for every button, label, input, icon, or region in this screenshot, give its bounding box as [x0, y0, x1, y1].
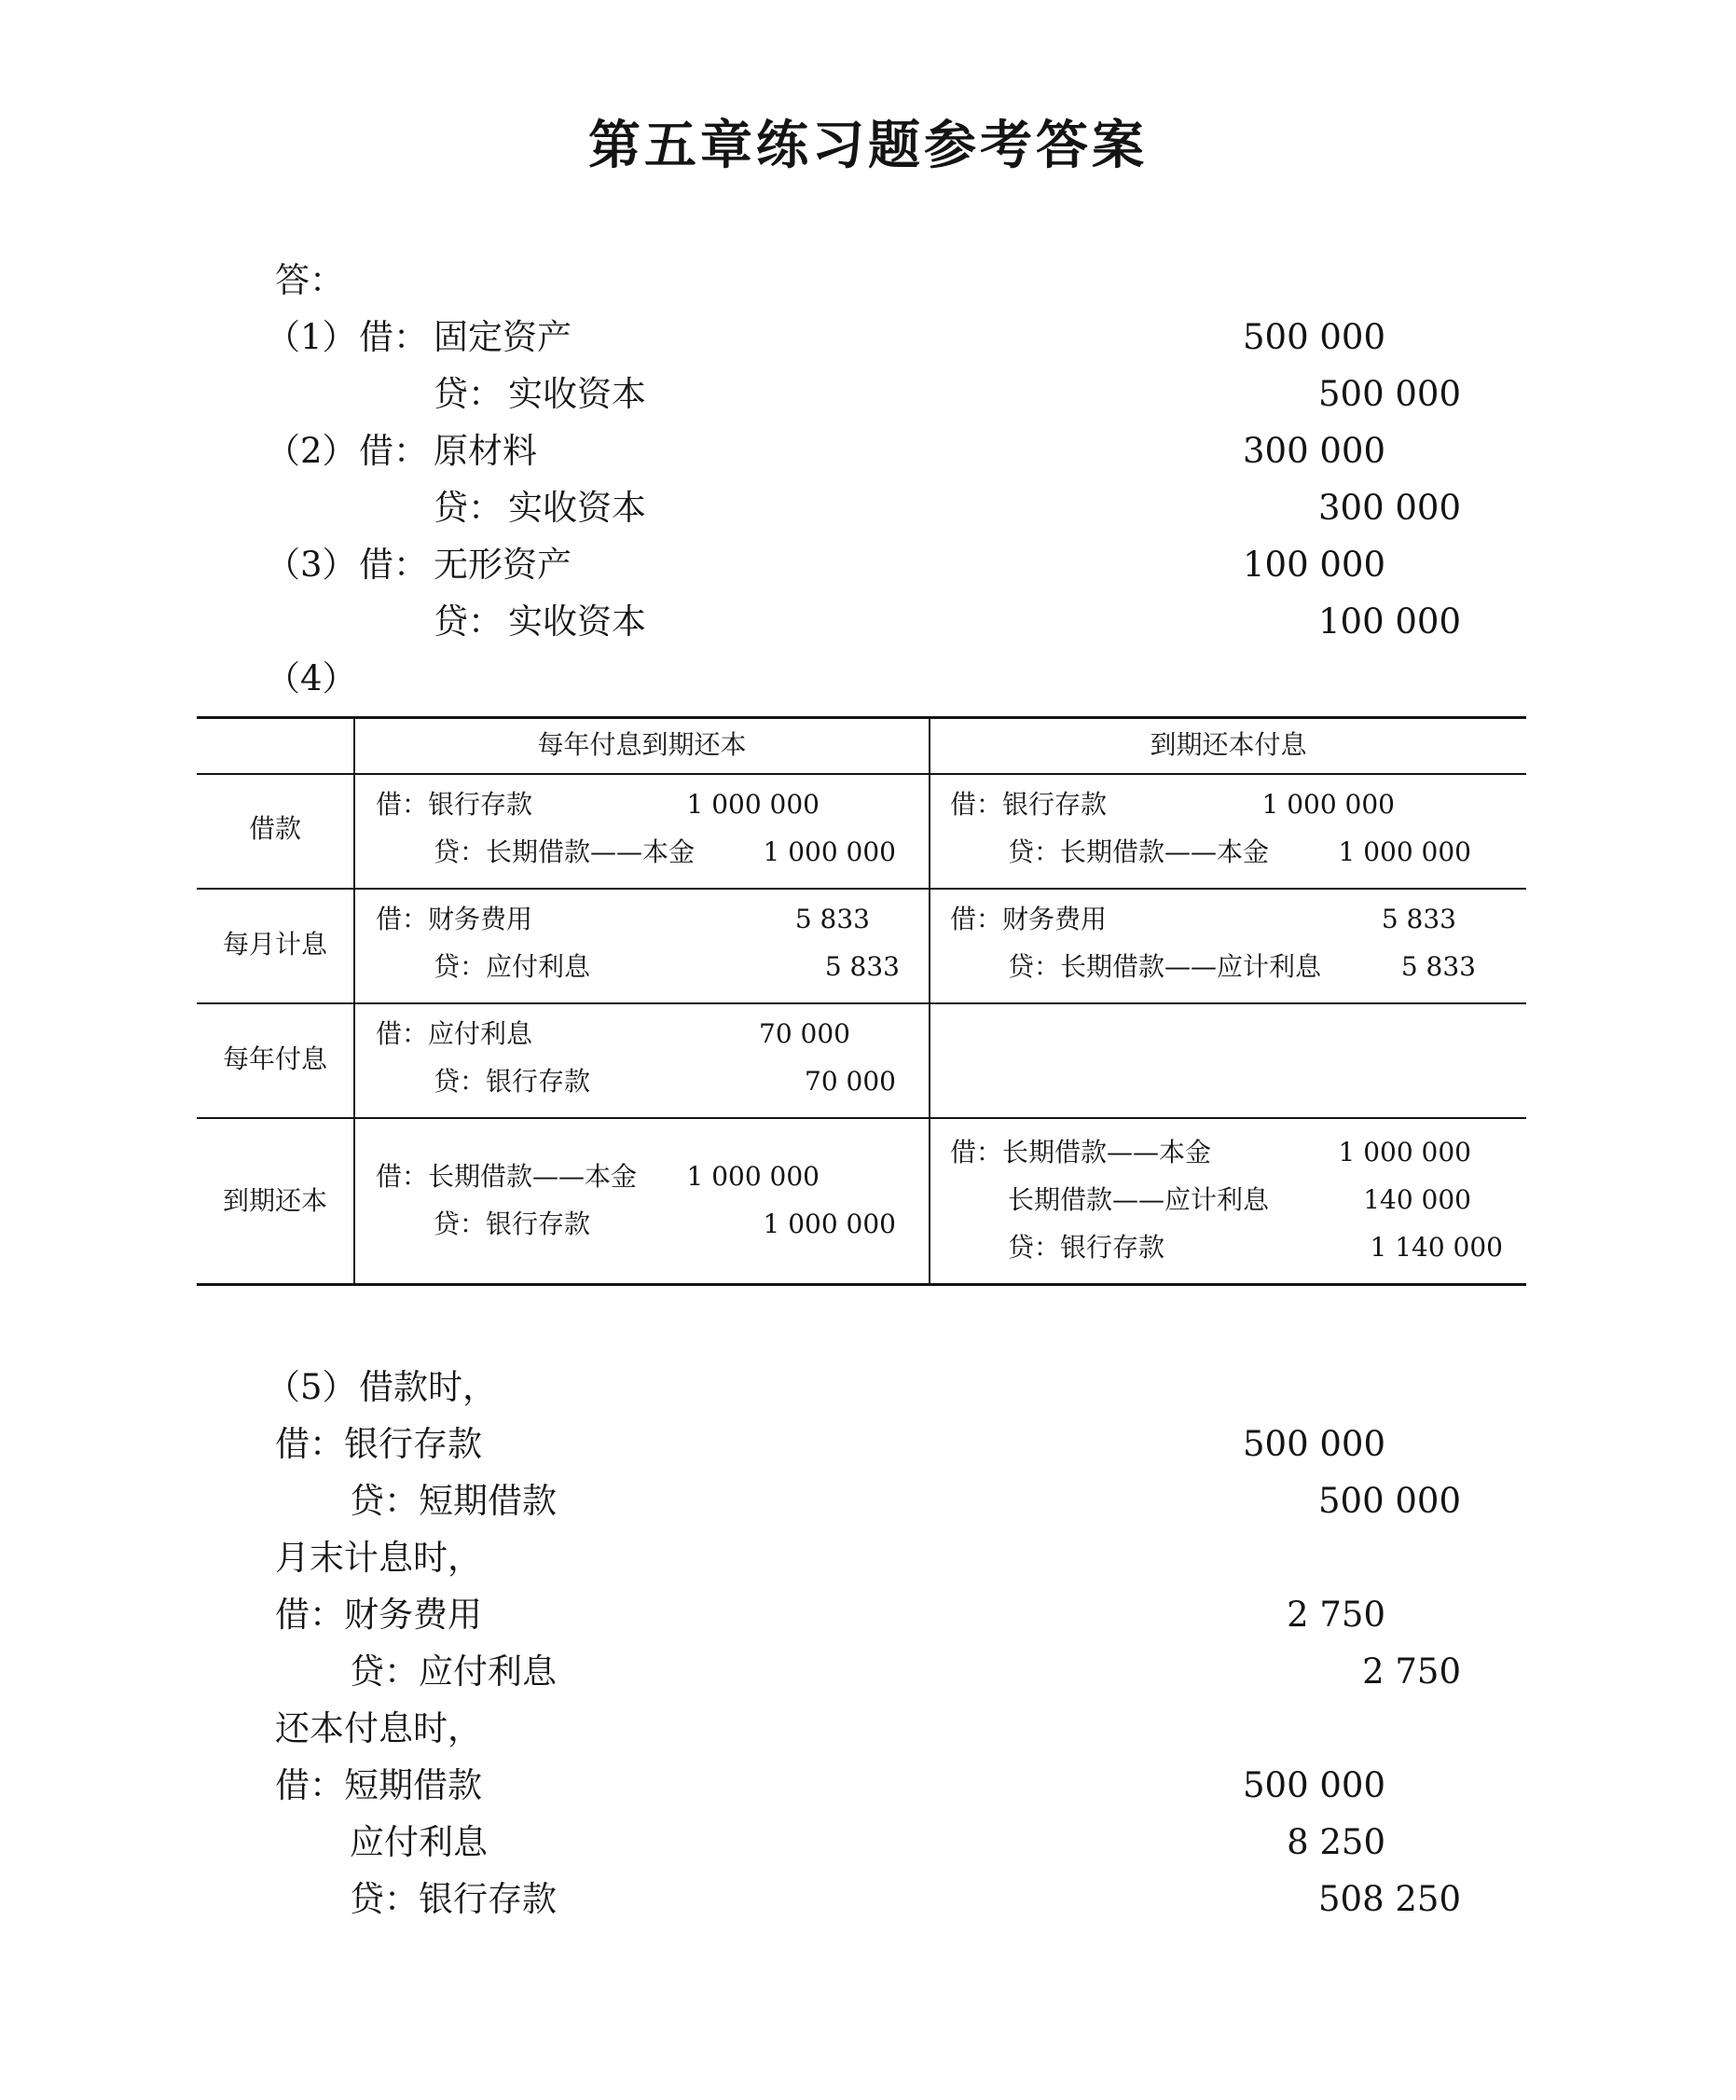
answer-label: 答： [275, 260, 344, 300]
item-number: （2） [266, 431, 357, 471]
table-cell-amount: 5 833 [824, 951, 900, 982]
item-number: （3） [266, 545, 357, 585]
table-cell-amount: 1 000 000 [686, 1161, 820, 1192]
credit-account: 实收资本 [508, 601, 646, 642]
table-bottom-rule [197, 1283, 1526, 1286]
debit-amount: 100 000 [1242, 545, 1385, 585]
debit-label: 借： [359, 317, 428, 357]
table-cell-amount: 1 000 000 [1261, 789, 1395, 820]
table-cell-amount: 5 833 [794, 904, 870, 934]
table-cell-entry: 贷：银行存款 [1008, 1232, 1165, 1263]
credit-amount: 100 000 [1317, 601, 1461, 642]
table-cell-entry: 贷：银行存款 [434, 1066, 591, 1097]
debit-label: 借： [359, 545, 428, 585]
table-cell-entry: 贷：长期借款——本金 [434, 836, 696, 867]
debit-entry: 应付利息 [350, 1822, 488, 1862]
item-number: （4） [266, 658, 357, 698]
credit-amount: 2 750 [1362, 1651, 1461, 1692]
credit-amount: 300 000 [1317, 488, 1461, 528]
table-row-label: 到期还本 [222, 1185, 327, 1216]
credit-amount: 500 000 [1317, 1481, 1461, 1521]
debit-account: 原材料 [434, 431, 537, 471]
table-cell-amount: 70 000 [759, 1018, 850, 1049]
section-heading: 还本付息时， [275, 1708, 482, 1748]
debit-amount: 500 000 [1242, 1424, 1385, 1464]
credit-amount: 508 250 [1317, 1879, 1461, 1919]
table-cell-entry: 借：财务费用 [376, 904, 533, 934]
table-cell-amount: 5 833 [1400, 951, 1476, 982]
debit-amount: 2 750 [1287, 1595, 1385, 1635]
table-row-label: 每月计息 [222, 929, 327, 960]
table-cell-amount: 1 140 000 [1370, 1232, 1503, 1263]
table-col-divider [353, 716, 355, 1286]
table-cell-entry: 贷：长期借款——应计利息 [1008, 951, 1322, 982]
table-row-rule [197, 1117, 1526, 1119]
credit-account: 实收资本 [508, 488, 646, 528]
table-cell-amount: 1 000 000 [686, 789, 820, 820]
debit-amount: 500 000 [1242, 317, 1385, 357]
table-cell-entry: 长期借款——应计利息 [1008, 1184, 1270, 1215]
credit-entry: 贷：银行存款 [350, 1879, 557, 1919]
debit-amount: 500 000 [1242, 1765, 1385, 1805]
table-cell-entry: 借：长期借款——本金 [376, 1161, 638, 1192]
debit-entry: 借：财务费用 [275, 1595, 482, 1635]
interest-comparison-table [197, 716, 1526, 1286]
table-row-rule [197, 888, 1526, 890]
debit-entry: 借：银行存款 [275, 1424, 482, 1464]
table-cell-entry: 贷：银行存款 [434, 1209, 591, 1239]
credit-label: 贷： [434, 488, 503, 528]
table-cell-entry: 借：长期借款——本金 [950, 1137, 1212, 1167]
table-cell-entry: 借：银行存款 [376, 789, 533, 820]
table-cell-amount: 1 000 000 [763, 1209, 896, 1239]
table-cell-amount: 1 000 000 [763, 836, 896, 867]
table-top-rule [197, 716, 1526, 719]
table-cell-amount: 140 000 [1363, 1184, 1471, 1215]
table-cell-entry: 贷：应付利息 [434, 951, 591, 982]
table-cell-entry: 贷：长期借款——本金 [1008, 836, 1270, 867]
table-cell-amount: 70 000 [805, 1066, 896, 1097]
table-cell-entry: 借：应付利息 [376, 1018, 533, 1049]
table-row-rule [197, 1002, 1526, 1004]
table-cell-entry: 借：银行存款 [950, 789, 1108, 820]
credit-account: 实收资本 [508, 374, 646, 414]
table-col-divider [929, 716, 930, 1286]
credit-entry: 贷：应付利息 [350, 1651, 557, 1692]
debit-account: 无形资产 [434, 545, 572, 585]
debit-entry: 借：短期借款 [275, 1765, 482, 1805]
table-cell-amount: 5 833 [1381, 904, 1456, 934]
table-cell-amount: 1 000 000 [1338, 836, 1471, 867]
credit-entry: 贷：短期借款 [350, 1481, 557, 1521]
page-title: 第五章练习题参考答案 [588, 116, 1148, 176]
item-number: （1） [266, 317, 357, 357]
debit-account: 固定资产 [434, 317, 572, 357]
item-number: （5） [266, 1367, 357, 1407]
table-header: 到期还本付息 [1150, 729, 1307, 760]
debit-amount: 300 000 [1242, 431, 1385, 471]
credit-label: 贷： [434, 601, 503, 642]
section-heading: 月末计息时， [275, 1538, 482, 1578]
section-heading: 借款时， [359, 1367, 497, 1407]
table-row-label: 每年付息 [222, 1043, 327, 1074]
table-header-rule [197, 773, 1526, 775]
debit-label: 借： [359, 431, 428, 471]
credit-amount: 500 000 [1317, 374, 1461, 414]
table-header: 每年付息到期还本 [537, 729, 747, 760]
table-cell-amount: 1 000 000 [1338, 1137, 1471, 1167]
table-row-label: 借款 [248, 813, 301, 844]
debit-amount: 8 250 [1287, 1822, 1385, 1862]
credit-label: 贷： [434, 374, 503, 414]
table-cell-entry: 借：财务费用 [950, 904, 1108, 934]
